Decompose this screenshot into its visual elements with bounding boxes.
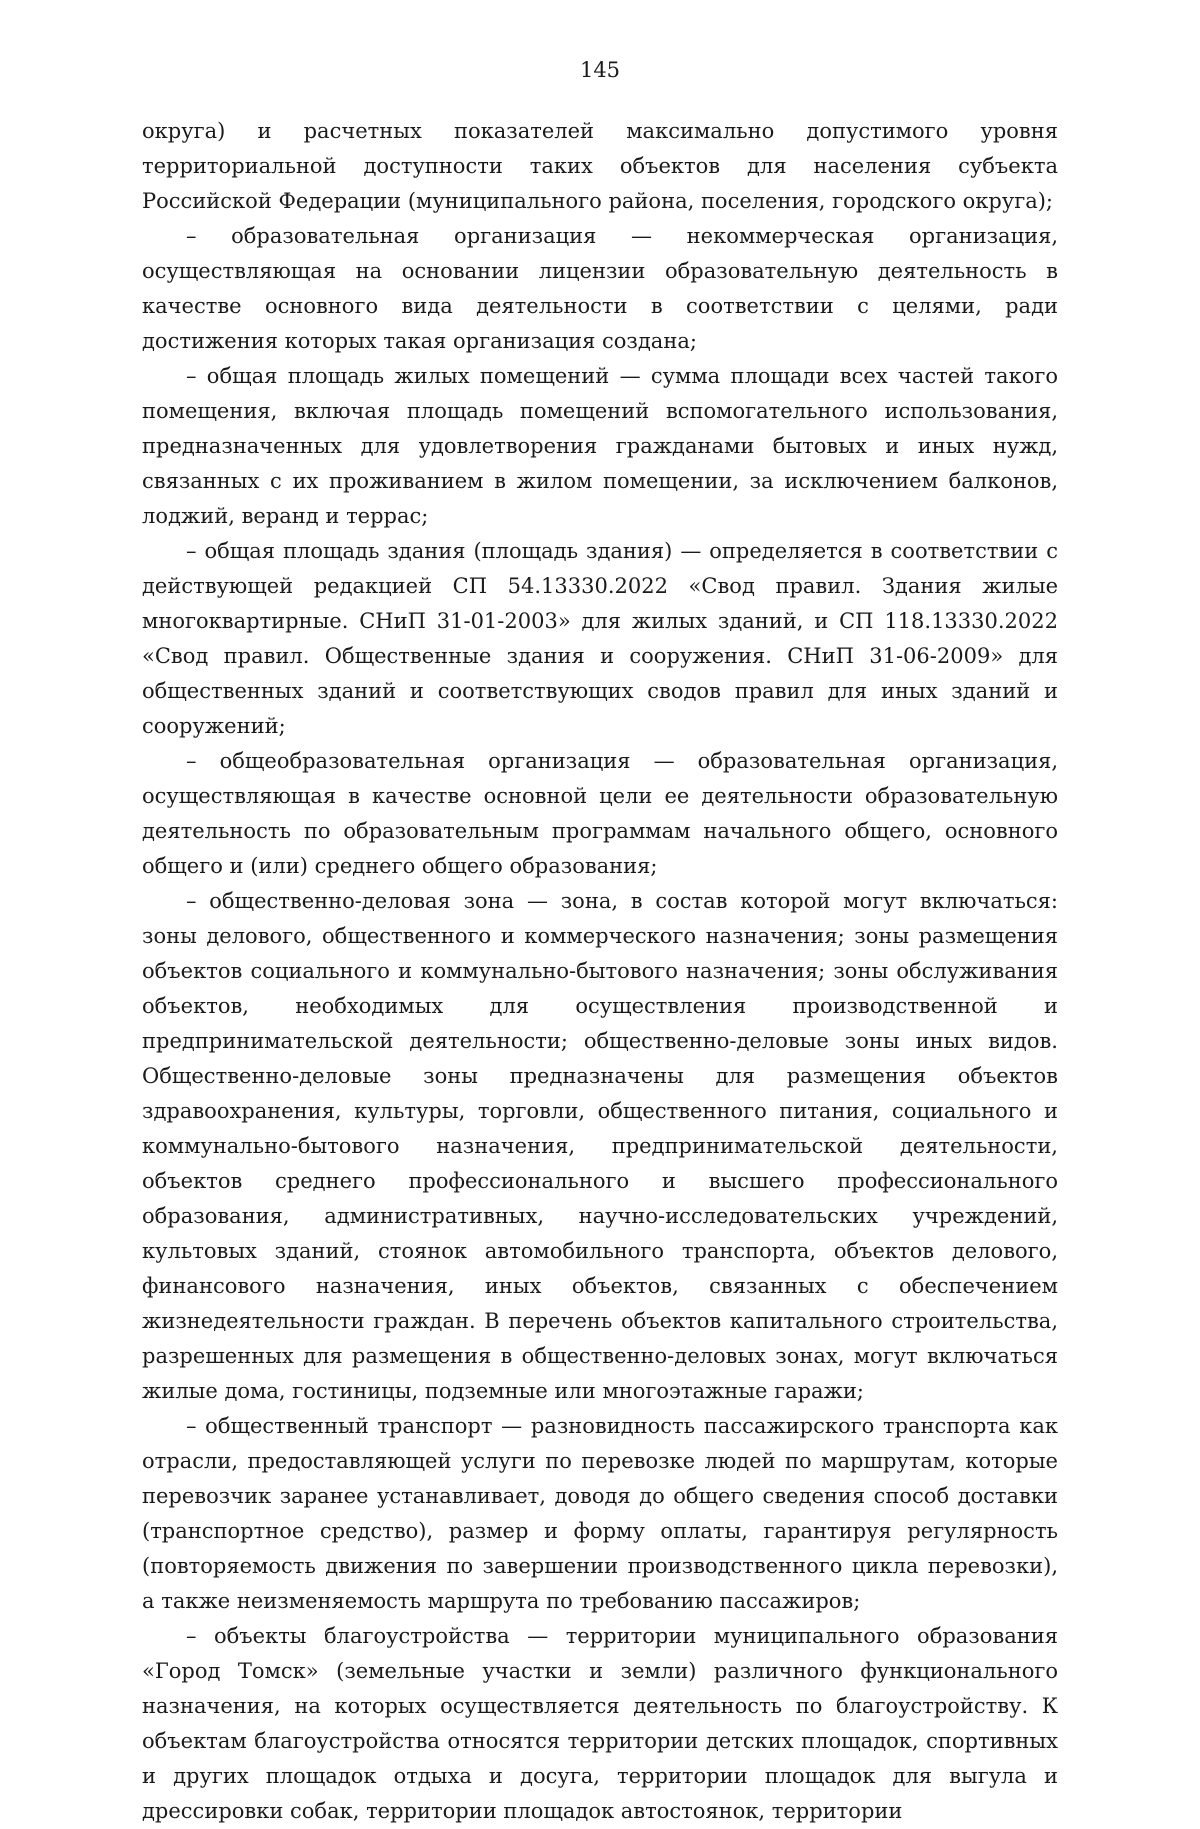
definition-public-business-zone: – общественно-деловая зона — зона, в состав которой могут включаться: зоны делового, общественного и коммерческого назначения; зоны размещения объектов социального и коммунально-бытового назначения; зоны обслуживания объектов, необходимых для осуществления производственной и предпринимательской деятельности; общественно-деловые зоны иных видов. Общественно-деловые зоны предназначены для размещения объектов здравоохранения, культуры, торговли, общественного питания, социального и коммунально-бытового назначения, предпринимательской деятельности, объектов среднего профессионального и высшего профессионального образования, административных, научно-исследовательских учреждений, культовых зданий, стоянок автомобильного транспорта, объектов делового, финансового назначения, иных объектов, связанных с обеспечением жизнедеятельности граждан. В перечень объектов капитального строительства, разрешенных для размещения в общественно-деловых зонах, могут включаться жилые дома, гостиницы, подземные или многоэтажные гаражи; bbox=[142, 889, 1058, 1403]
definition-general-education-organization: – общеобразовательная организация — образовательная организация, осуществляющая в качестве основной цели ее деятельности образовательную деятельность по образовательным программам начального общего, основного общего и (или) среднего общего образования; bbox=[142, 749, 1058, 878]
definition-total-building-area: – общая площадь здания (площадь здания) — определяется в соответствии с действующей редакцией СП 54.13330.2022 «Свод правил. Здания жилые многоквартирные. СНиП 31-01-2003» для жилых зданий, и СП 118.13330.2022 «Свод правил. Общественные здания и сооружения. СНиП 31-06-2009» для общественных зданий и соответствующих сводов правил для иных зданий и сооружений; bbox=[142, 539, 1058, 738]
definition-total-living-area: – общая площадь жилых помещений — сумма площади всех частей такого помещения, включая площадь помещений вспомогательного использования, предназначенных для удовлетворения гражданами бытовых и иных нужд, связанных с их проживанием в жилом помещении, за исключением балконов, лоджий, веранд и террас; bbox=[142, 364, 1058, 528]
definition-educational-organization: – образовательная организация — некоммерческая организация, осуществляющая на основании лицензии образовательную деятельность в качестве основного вида деятельности в соответствии с целями, ради достижения которых такая организация создана; bbox=[142, 224, 1058, 353]
definition-landscaping-objects: – объекты благоустройства — территории муниципального образования «Город Томск» (земельные участки и земли) различного функционального назначения, на которых осуществляется деятельность по благоустройству. К объектам благоустройства относятся территории детских площадок, спортивных и других площадок отдыха и досуга, территории площадок для выгула и дрессировки собак, территории площадок автостоянок, территории bbox=[142, 1624, 1058, 1823]
page-number: 145 bbox=[579, 58, 621, 82]
paragraph-continuation: округа) и расчетных показателей максимально допустимого уровня территориальной доступности таких объектов для населения субъекта Российской Федерации (муниципального района, поселения, городского округа); bbox=[142, 119, 1058, 213]
definition-public-transport: – общественный транспорт — разновидность пассажирского транспорта как отрасли, предоставляющей услуги по перевозке людей по маршрутам, которые перевозчик заранее устанавливает, доводя до общего сведения способ доставки (транспортное средство), размер и форму оплаты, гарантируя регулярность (повторяемость движения по завершении производственного цикла перевозки), а также неизменяемость маршрута по требованию пассажиров; bbox=[142, 1414, 1058, 1613]
document-body bbox=[142, 114, 1058, 1829]
